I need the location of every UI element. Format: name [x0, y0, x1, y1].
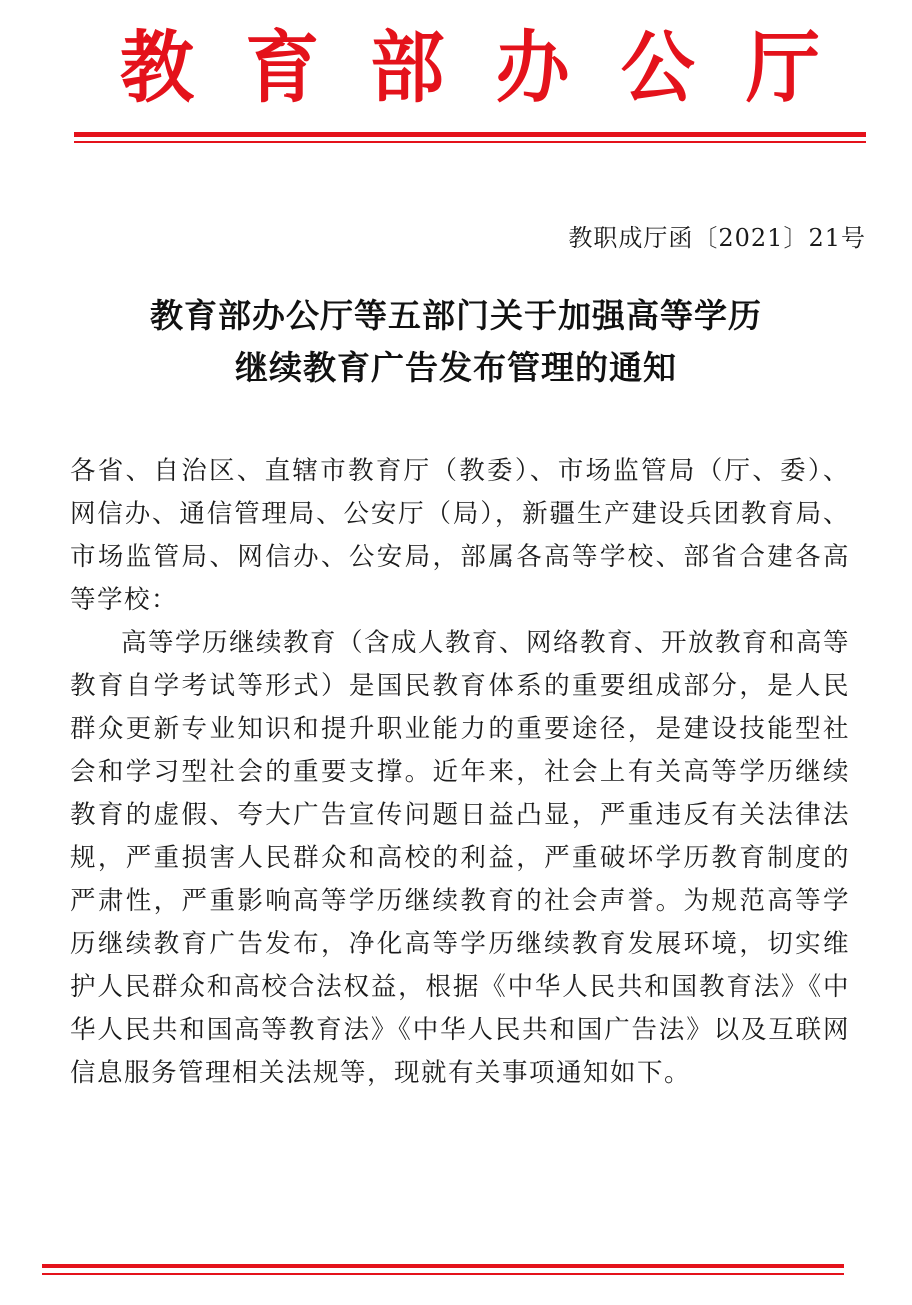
letterhead-char: 部: [370, 22, 445, 114]
letterhead-char: 厅: [745, 22, 820, 114]
letterhead-char: 公: [620, 22, 695, 114]
letterhead-char: 教: [120, 22, 194, 114]
document-title-line-2: 继续教育广告发布管理的通知: [235, 348, 677, 387]
document-body: [70, 450, 850, 1095]
footer-divider-thick: [42, 1264, 844, 1268]
header-divider-thin: [74, 141, 866, 143]
document-title: [40, 290, 872, 394]
document-title-line-1: 教育部办公厅等五部门关于加强高等学历: [150, 296, 762, 335]
letterhead: [0, 18, 912, 118]
salutation: 各省、自治区、直辖市教育厅（教委）、市场监管局（厅、委）、网信办、通信管理局、公安厅（局），新疆生产建设兵团教育局、市场监管局、网信办、公安局，部属各高等学校、部省合建各高等学校：: [70, 456, 850, 615]
header-divider-thick: [74, 132, 866, 137]
letterhead-title: [120, 18, 820, 118]
footer-divider-thin: [42, 1273, 844, 1275]
document-number: 教职成厅函〔2021〕21号: [568, 224, 866, 252]
letterhead-char: 育: [245, 22, 320, 114]
letterhead-char: 办: [495, 22, 570, 114]
body-paragraph: 高等学历继续教育（含成人教育、网络教育、开放教育和高等教育自学考试等形式）是国民教育体系的重要组成部分，是人民群众更新专业知识和提升职业能力的重要途径，是建设技能型社会和学习型社会的重要支撑。近年来，社会上有关高等学历继续教育的虚假、夸大广告宣传问题日益凸显，严重违反有关法律法规，严重损害人民群众和高校的利益，严重破坏学历教育制度的严肃性，严重影响高等学历继续教育的社会声誉。为规范高等学历继续教育广告发布，净化高等学历继续教育发展环境，切实维护人民群众和高校合法权益，根据《中华人民共和国教育法》《中华人民共和国高等教育法》《中华人民共和国广告法》以及互联网信息服务管理相关法规等，现就有关事项通知如下。: [70, 628, 851, 1088]
